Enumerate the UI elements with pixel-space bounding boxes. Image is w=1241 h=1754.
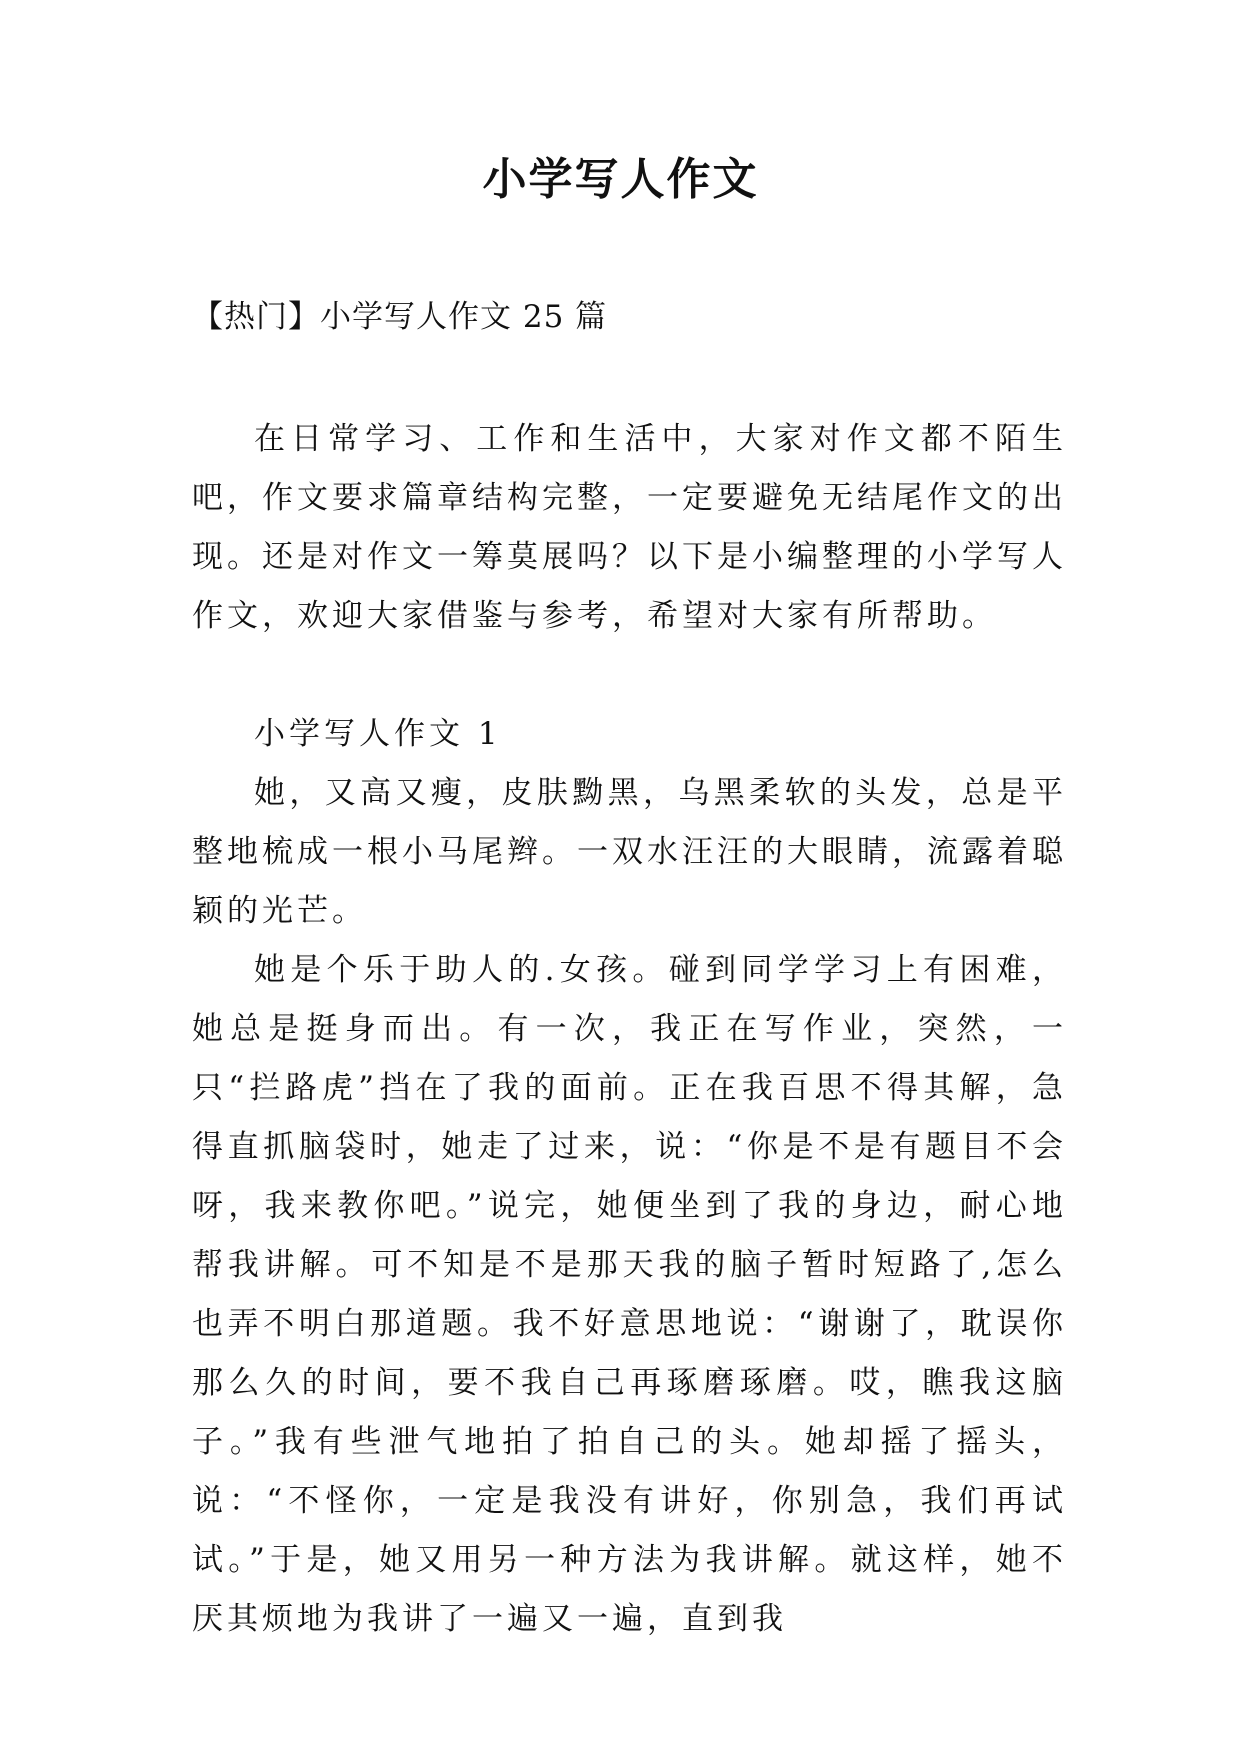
document-subtitle: 【热门】小学写人作文 25 篇 xyxy=(192,299,608,335)
body-paragraph-2: 她是个乐于助人的.女孩。碰到同学学习上有困难，她总是挺身而出。有一次，我正在写作业，突然，一只“拦路虎”挡在了我的面前。正在我百思不得其解，急得直抓脑袋时，她走了过来，说：“你是不是有题目不会呀，我来教你吧。”说完，她便坐到了我的身边，耐心地帮我讲解。可不知是不是那天我的脑子暂时短路了,怎么也弄不明白那道题。我不好意思地说：“谢谢了，耽误你那么久的时间，要不我自己再琢磨琢磨。哎，瞧我这脑子。”我有些泄气地拍了拍自己的头。她却摇了摇头，说：“不怪你，一定是我没有讲好，你别急，我们再试试。”于是，她又用另一种方法为我讲解。就这样，她不厌其烦地为我讲了一遍又一遍，直到我 xyxy=(192,952,1067,1637)
paragraph-gap xyxy=(192,646,1067,705)
document-title: 小学写人作文 xyxy=(482,154,759,205)
section-heading: 小学写人作文 1 xyxy=(254,716,502,752)
document-body xyxy=(192,410,1067,1649)
body-paragraph-1: 她，又高又瘦，皮肤黝黑，乌黑柔软的头发，总是平整地梳成一根小马尾辫。一双水汪汪的大眼睛，流露着聪颖的光芒。 xyxy=(192,775,1067,929)
intro-paragraph: 在日常学习、工作和生活中，大家对作文都不陌生吧，作文要求篇章结构完整，一定要避免无结尾作文的出现。还是对作文一筹莫展吗？以下是小编整理的小学写人作文，欢迎大家借鉴与参考，希望对大家有所帮助。 xyxy=(192,421,1067,634)
